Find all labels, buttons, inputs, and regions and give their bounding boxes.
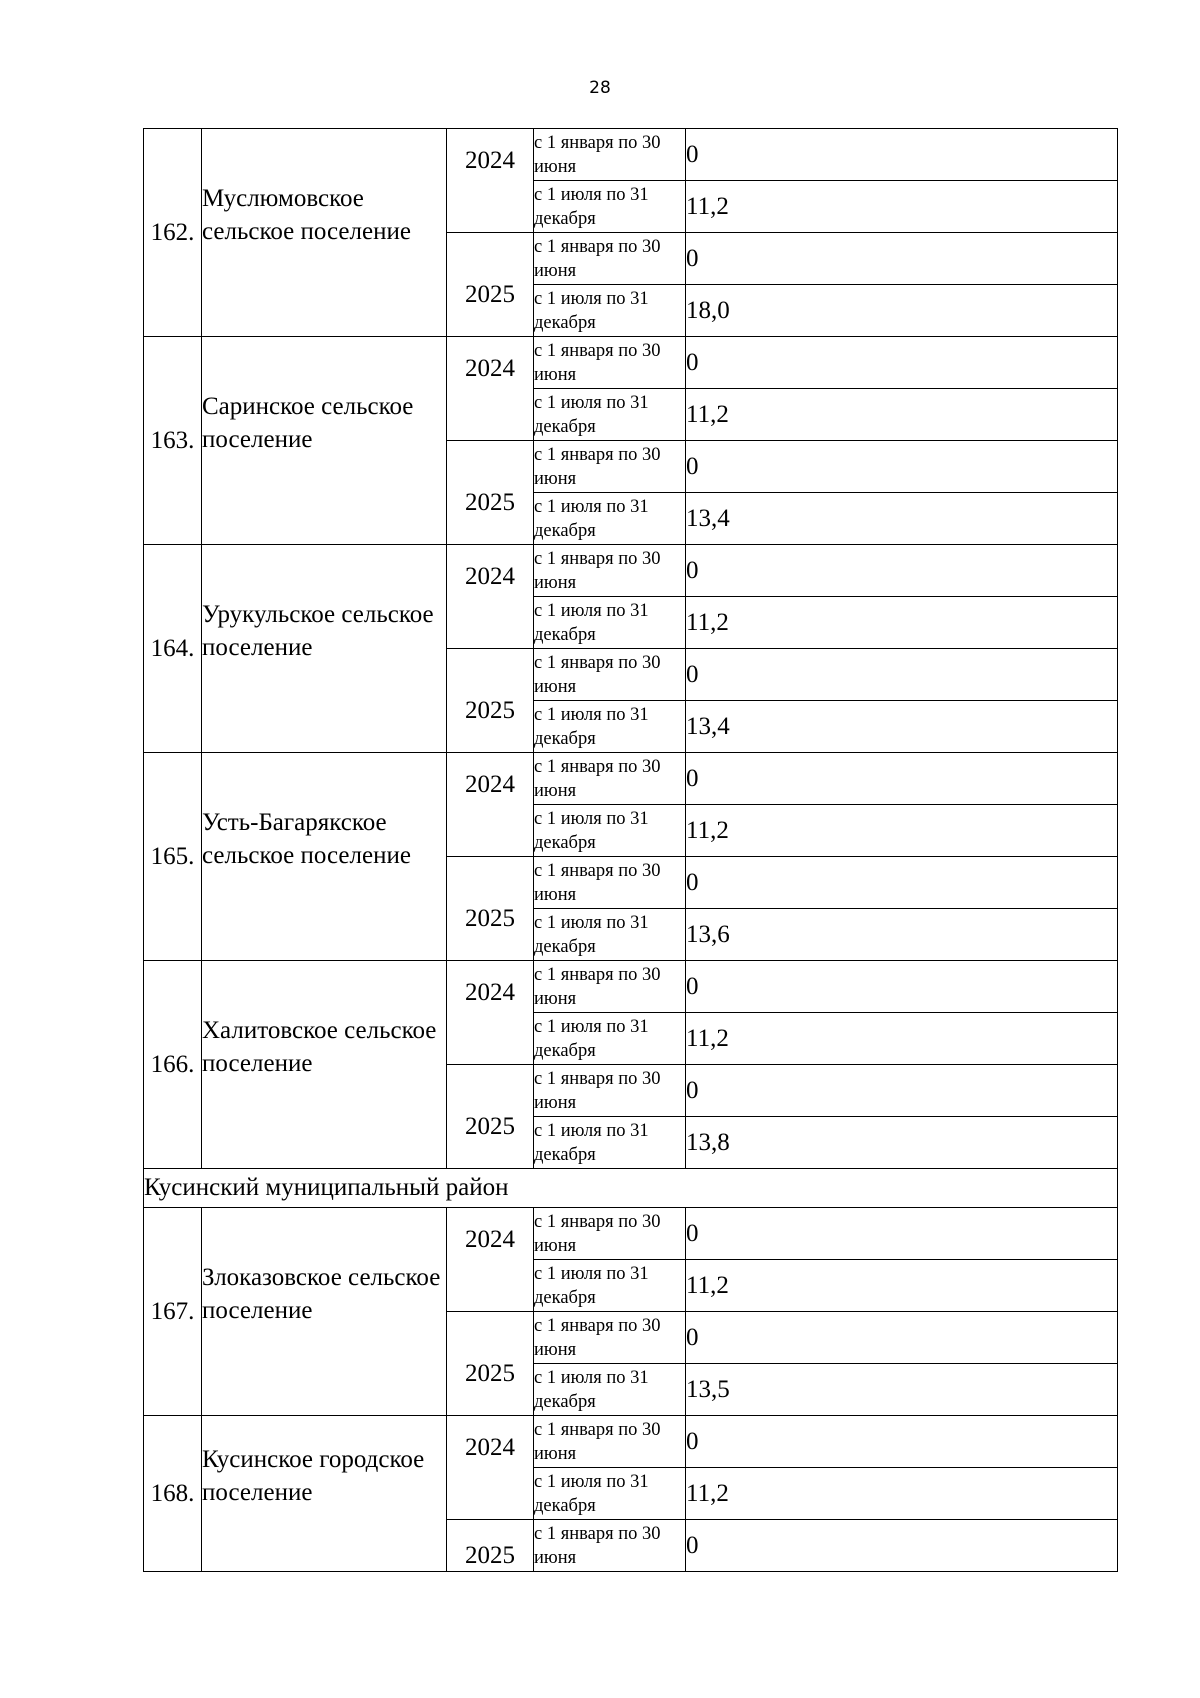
- period-cell: с 1 июля по 31 декабря: [534, 1364, 686, 1416]
- rate-value: 11,2: [686, 1013, 1118, 1065]
- table-row: [144, 753, 1118, 805]
- rate-value: 11,2: [686, 389, 1118, 441]
- row-number: 167.: [144, 1208, 202, 1416]
- period-cell: с 1 июля по 31 декабря: [534, 1117, 686, 1169]
- year-cell: [447, 1312, 534, 1416]
- year-value: 2024: [465, 146, 515, 174]
- period-cell: с 1 января по 30 июня: [534, 441, 686, 493]
- year-value: 2024: [465, 1433, 515, 1461]
- page-number: 28: [589, 78, 611, 98]
- rate-value: 11,2: [686, 597, 1118, 649]
- period-cell: с 1 января по 30 июня: [534, 1208, 686, 1260]
- period-cell: с 1 января по 30 июня: [534, 233, 686, 285]
- settlement-name-cell: [202, 129, 447, 337]
- period-cell: с 1 июля по 31 декабря: [534, 389, 686, 441]
- district-heading: Кусинский муниципальный район: [144, 1169, 1118, 1208]
- year-value: 2025: [465, 488, 515, 516]
- rate-value: 13,5: [686, 1364, 1118, 1416]
- settlement-name-cell: [202, 753, 447, 961]
- year-cell: [447, 337, 534, 441]
- year-value: 2025: [465, 696, 515, 724]
- period-cell: с 1 июля по 31 декабря: [534, 493, 686, 545]
- rate-value: 0: [686, 1065, 1118, 1117]
- settlement-name: Муслюмовское сельское поселение: [202, 184, 411, 245]
- settlement-name: Кусинское городское поселение: [202, 1445, 425, 1506]
- period-cell: с 1 июля по 31 декабря: [534, 285, 686, 337]
- year-value: 2024: [465, 562, 515, 590]
- period-cell: с 1 января по 30 июня: [534, 857, 686, 909]
- settlement-name-cell: [202, 545, 447, 753]
- period-cell: с 1 июля по 31 декабря: [534, 701, 686, 753]
- period-cell: с 1 июля по 31 декабря: [534, 909, 686, 961]
- row-number: 162.: [144, 129, 202, 337]
- rate-value: 11,2: [686, 181, 1118, 233]
- period-cell: с 1 января по 30 июня: [534, 649, 686, 701]
- period-cell: с 1 июля по 31 декабря: [534, 805, 686, 857]
- settlement-name: Саринское сельское поселение: [202, 392, 414, 453]
- settlement-name: Урукульское сельское поселение: [202, 600, 434, 661]
- tariff-table: [143, 128, 1118, 1572]
- settlement-name: Халитовское сельское поселение: [202, 1016, 437, 1077]
- year-cell: [447, 961, 534, 1065]
- row-number: 164.: [144, 545, 202, 753]
- row-number: 166.: [144, 961, 202, 1169]
- year-value: 2025: [465, 1112, 515, 1140]
- period-cell: с 1 января по 30 июня: [534, 753, 686, 805]
- rate-value: 18,0: [686, 285, 1118, 337]
- year-cell: [447, 1520, 534, 1572]
- table-row: [144, 337, 1118, 389]
- rate-value: 11,2: [686, 1260, 1118, 1312]
- year-cell: [447, 753, 534, 857]
- rate-value: 0: [686, 337, 1118, 389]
- period-cell: с 1 января по 30 июня: [534, 129, 686, 181]
- year-cell: [447, 1065, 534, 1169]
- rate-value: 11,2: [686, 805, 1118, 857]
- table-body: [144, 129, 1118, 1572]
- rate-value: 0: [686, 857, 1118, 909]
- period-cell: с 1 июля по 31 декабря: [534, 181, 686, 233]
- period-cell: с 1 июля по 31 декабря: [534, 1013, 686, 1065]
- year-cell: [447, 1416, 534, 1520]
- row-number: 163.: [144, 337, 202, 545]
- period-cell: с 1 июля по 31 декабря: [534, 1468, 686, 1520]
- year-value: 2025: [465, 904, 515, 932]
- year-value: 2024: [465, 978, 515, 1006]
- table-row: [144, 961, 1118, 1013]
- year-value: 2024: [465, 770, 515, 798]
- rate-value: 11,2: [686, 1468, 1118, 1520]
- row-number: 168.: [144, 1416, 202, 1572]
- year-cell: [447, 233, 534, 337]
- year-cell: [447, 129, 534, 233]
- year-value: 2025: [465, 1541, 515, 1569]
- year-value: 2024: [465, 1225, 515, 1253]
- settlement-name: Злоказовское сельское поселение: [202, 1263, 441, 1324]
- table-row: [144, 1208, 1118, 1260]
- district-row: [144, 1169, 1118, 1208]
- rate-value: 0: [686, 545, 1118, 597]
- rate-value: 0: [686, 129, 1118, 181]
- rate-value: 0: [686, 649, 1118, 701]
- rate-value: 0: [686, 1416, 1118, 1468]
- rate-value: 0: [686, 1520, 1118, 1572]
- period-cell: с 1 января по 30 июня: [534, 1416, 686, 1468]
- year-cell: [447, 1208, 534, 1312]
- settlement-name: Усть-Багарякское сельское поселение: [202, 808, 411, 869]
- rate-value: 0: [686, 753, 1118, 805]
- year-cell: [447, 441, 534, 545]
- period-cell: с 1 января по 30 июня: [534, 1065, 686, 1117]
- period-cell: с 1 января по 30 июня: [534, 545, 686, 597]
- period-cell: с 1 июля по 31 декабря: [534, 1260, 686, 1312]
- table-row: [144, 1416, 1118, 1468]
- row-number: 165.: [144, 753, 202, 961]
- table-row: [144, 129, 1118, 181]
- rate-value: 0: [686, 961, 1118, 1013]
- period-cell: с 1 января по 30 июня: [534, 1312, 686, 1364]
- settlement-name-cell: [202, 337, 447, 545]
- year-value: 2024: [465, 354, 515, 382]
- year-cell: [447, 857, 534, 961]
- year-cell: [447, 545, 534, 649]
- rate-value: 13,4: [686, 701, 1118, 753]
- settlement-name-cell: [202, 961, 447, 1169]
- rate-value: 13,4: [686, 493, 1118, 545]
- year-value: 2025: [465, 1359, 515, 1387]
- period-cell: с 1 января по 30 июня: [534, 1520, 686, 1572]
- rate-value: 13,8: [686, 1117, 1118, 1169]
- period-cell: с 1 января по 30 июня: [534, 337, 686, 389]
- table-row: [144, 545, 1118, 597]
- period-cell: с 1 июля по 31 декабря: [534, 597, 686, 649]
- rate-value: 0: [686, 441, 1118, 493]
- year-value: 2025: [465, 280, 515, 308]
- year-cell: [447, 649, 534, 753]
- settlement-name-cell: [202, 1416, 447, 1572]
- period-cell: с 1 января по 30 июня: [534, 961, 686, 1013]
- settlement-name-cell: [202, 1208, 447, 1416]
- rate-value: 0: [686, 1312, 1118, 1364]
- rate-value: 0: [686, 233, 1118, 285]
- rate-value: 0: [686, 1208, 1118, 1260]
- rate-value: 13,6: [686, 909, 1118, 961]
